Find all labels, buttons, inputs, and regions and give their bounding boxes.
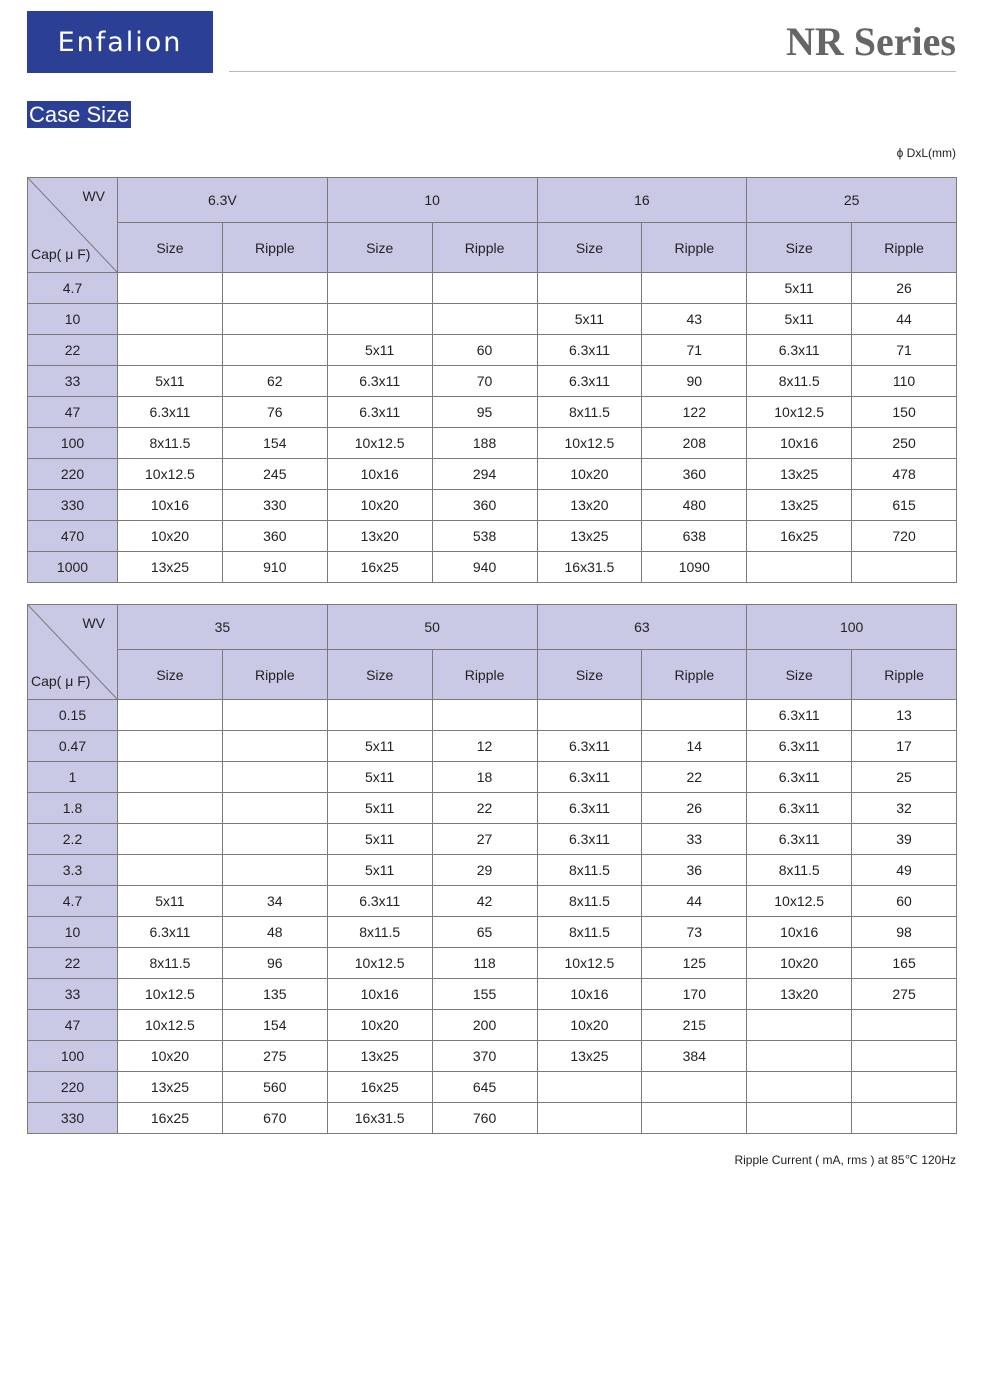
size-ripple-header-row <box>28 650 957 700</box>
ripple-cell: 60 <box>432 335 537 366</box>
ripple-cell: 910 <box>222 552 327 583</box>
size-cell: 16x25 <box>747 521 852 552</box>
ripple-cell <box>222 824 327 855</box>
size-cell <box>118 824 223 855</box>
size-cell: 5x11 <box>327 762 432 793</box>
size-cell: 8x11.5 <box>537 397 642 428</box>
table-row <box>28 824 957 855</box>
size-cell: 13x25 <box>537 521 642 552</box>
table-row <box>28 793 957 824</box>
size-cell: 5x11 <box>537 304 642 335</box>
ripple-cell <box>222 855 327 886</box>
size-cell: 6.3x11 <box>747 335 852 366</box>
ripple-cell: 12 <box>432 731 537 762</box>
ripple-cell: 480 <box>642 490 747 521</box>
capacitance-cell: 33 <box>28 366 118 397</box>
size-cell: 6.3x11 <box>537 366 642 397</box>
size-cell: 10x20 <box>118 1041 223 1072</box>
voltage-header: 16 <box>537 178 747 223</box>
size-cell: 13x25 <box>747 459 852 490</box>
ripple-cell <box>222 731 327 762</box>
table-row <box>28 304 957 335</box>
capacitance-cell: 10 <box>28 917 118 948</box>
size-cell: 10x20 <box>327 1010 432 1041</box>
ripple-cell: 360 <box>432 490 537 521</box>
size-cell: 5x11 <box>118 366 223 397</box>
size-cell: 6.3x11 <box>327 366 432 397</box>
size-cell <box>118 304 223 335</box>
ripple-cell <box>432 273 537 304</box>
case-size-table-1 <box>27 177 957 583</box>
size-cell: 10x12.5 <box>747 397 852 428</box>
size-cell <box>327 273 432 304</box>
ripple-cell: 638 <box>642 521 747 552</box>
wv-cap-corner-cell <box>28 178 118 273</box>
size-cell: 6.3x11 <box>537 731 642 762</box>
ripple-footnote: Ripple Current ( mA, rms ) at 85℃ 120Hz <box>734 1153 956 1167</box>
ripple-cell: 96 <box>222 948 327 979</box>
size-cell: 13x25 <box>747 490 852 521</box>
capacitance-cell: 4.7 <box>28 886 118 917</box>
size-cell: 10x20 <box>537 1010 642 1041</box>
size-cell: 5x11 <box>327 793 432 824</box>
ripple-cell: 1090 <box>642 552 747 583</box>
size-cell: 13x25 <box>118 552 223 583</box>
section-title: Case Size <box>29 102 130 127</box>
ripple-cell: 76 <box>222 397 327 428</box>
table-row <box>28 366 957 397</box>
size-cell <box>747 1041 852 1072</box>
ripple-cell <box>222 793 327 824</box>
ripple-header: Ripple <box>432 223 537 273</box>
ripple-cell: 39 <box>852 824 957 855</box>
size-cell: 6.3x11 <box>747 731 852 762</box>
size-cell <box>118 700 223 731</box>
ripple-cell: 48 <box>222 917 327 948</box>
header-divider <box>229 71 956 72</box>
ripple-cell: 13 <box>852 700 957 731</box>
size-cell: 8x11.5 <box>747 366 852 397</box>
size-cell: 16x31.5 <box>327 1103 432 1134</box>
table-row <box>28 1103 957 1134</box>
size-cell: 6.3x11 <box>747 793 852 824</box>
ripple-cell <box>222 273 327 304</box>
size-cell <box>537 273 642 304</box>
ripple-cell: 73 <box>642 917 747 948</box>
cap-label: Cap( μ F) <box>31 246 91 262</box>
wv-label: WV <box>82 188 105 204</box>
table-row <box>28 1041 957 1072</box>
size-cell: 10x16 <box>118 490 223 521</box>
voltage-header: 10 <box>327 178 537 223</box>
brand-logo: Enfalion <box>27 11 213 73</box>
size-cell: 5x11 <box>327 824 432 855</box>
ripple-cell: 760 <box>432 1103 537 1134</box>
size-cell: 5x11 <box>327 731 432 762</box>
ripple-cell: 62 <box>222 366 327 397</box>
voltage-header: 25 <box>747 178 957 223</box>
size-cell <box>118 335 223 366</box>
size-header: Size <box>537 223 642 273</box>
size-header: Size <box>747 650 852 700</box>
capacitance-cell: 1.8 <box>28 793 118 824</box>
capacitance-cell: 22 <box>28 335 118 366</box>
ripple-cell: 18 <box>432 762 537 793</box>
size-cell: 6.3x11 <box>537 793 642 824</box>
size-cell <box>327 700 432 731</box>
ripple-cell: 27 <box>432 824 537 855</box>
ripple-cell: 25 <box>852 762 957 793</box>
ripple-cell: 188 <box>432 428 537 459</box>
ripple-cell <box>222 335 327 366</box>
ripple-cell: 26 <box>852 273 957 304</box>
ripple-cell: 34 <box>222 886 327 917</box>
size-cell <box>118 273 223 304</box>
ripple-header: Ripple <box>642 223 747 273</box>
ripple-cell <box>852 1072 957 1103</box>
size-cell: 13x25 <box>118 1072 223 1103</box>
size-cell <box>747 1103 852 1134</box>
ripple-cell: 560 <box>222 1072 327 1103</box>
ripple-cell: 165 <box>852 948 957 979</box>
ripple-cell: 98 <box>852 917 957 948</box>
size-cell: 10x12.5 <box>537 948 642 979</box>
size-cell: 10x16 <box>747 428 852 459</box>
ripple-cell: 208 <box>642 428 747 459</box>
ripple-cell <box>642 700 747 731</box>
ripple-cell: 360 <box>642 459 747 490</box>
wv-label: WV <box>82 615 105 631</box>
capacitance-cell: 470 <box>28 521 118 552</box>
ripple-cell: 125 <box>642 948 747 979</box>
size-cell: 10x20 <box>327 490 432 521</box>
size-cell: 6.3x11 <box>747 762 852 793</box>
size-cell: 10x12.5 <box>118 979 223 1010</box>
size-cell: 5x11 <box>747 273 852 304</box>
size-cell: 6.3x11 <box>537 762 642 793</box>
size-header: Size <box>327 223 432 273</box>
ripple-cell: 645 <box>432 1072 537 1103</box>
table-row <box>28 428 957 459</box>
capacitance-cell: 3.3 <box>28 855 118 886</box>
ripple-cell: 95 <box>432 397 537 428</box>
table-row <box>28 335 957 366</box>
ripple-cell: 370 <box>432 1041 537 1072</box>
ripple-cell: 22 <box>642 762 747 793</box>
ripple-cell: 44 <box>852 304 957 335</box>
size-cell: 13x20 <box>537 490 642 521</box>
ripple-cell: 42 <box>432 886 537 917</box>
table-row <box>28 948 957 979</box>
capacitance-cell: 47 <box>28 1010 118 1041</box>
size-header: Size <box>118 223 223 273</box>
size-cell: 10x16 <box>747 917 852 948</box>
size-cell: 16x25 <box>327 552 432 583</box>
table-row <box>28 886 957 917</box>
ripple-cell: 36 <box>642 855 747 886</box>
ripple-cell: 360 <box>222 521 327 552</box>
size-header: Size <box>118 650 223 700</box>
ripple-cell <box>852 552 957 583</box>
size-header: Size <box>537 650 642 700</box>
size-cell: 6.3x11 <box>327 886 432 917</box>
size-cell <box>537 1072 642 1103</box>
ripple-cell: 154 <box>222 428 327 459</box>
size-cell: 10x12.5 <box>327 428 432 459</box>
size-cell: 5x11 <box>327 855 432 886</box>
size-cell: 16x25 <box>118 1103 223 1134</box>
table-row <box>28 490 957 521</box>
size-cell <box>747 1010 852 1041</box>
capacitance-cell: 4.7 <box>28 273 118 304</box>
capacitance-cell: 220 <box>28 1072 118 1103</box>
ripple-cell: 478 <box>852 459 957 490</box>
ripple-cell: 245 <box>222 459 327 490</box>
ripple-cell: 615 <box>852 490 957 521</box>
capacitance-cell: 1 <box>28 762 118 793</box>
ripple-cell <box>852 1041 957 1072</box>
voltage-header-row <box>28 605 957 650</box>
ripple-cell: 49 <box>852 855 957 886</box>
ripple-cell <box>222 762 327 793</box>
size-cell: 6.3x11 <box>118 917 223 948</box>
ripple-cell: 155 <box>432 979 537 1010</box>
ripple-header: Ripple <box>222 223 327 273</box>
size-cell <box>537 700 642 731</box>
ripple-header: Ripple <box>852 223 957 273</box>
ripple-header: Ripple <box>432 650 537 700</box>
size-cell <box>537 1103 642 1134</box>
size-cell <box>118 762 223 793</box>
table-row <box>28 521 957 552</box>
ripple-cell: 215 <box>642 1010 747 1041</box>
size-cell: 8x11.5 <box>537 886 642 917</box>
ripple-cell: 330 <box>222 490 327 521</box>
size-cell <box>747 1072 852 1103</box>
size-cell: 10x12.5 <box>118 459 223 490</box>
ripple-cell: 118 <box>432 948 537 979</box>
ripple-cell: 154 <box>222 1010 327 1041</box>
ripple-header: Ripple <box>852 650 957 700</box>
ripple-cell: 43 <box>642 304 747 335</box>
table-row <box>28 552 957 583</box>
ripple-cell <box>852 1010 957 1041</box>
size-cell: 6.3x11 <box>537 335 642 366</box>
ripple-cell: 670 <box>222 1103 327 1134</box>
capacitance-cell: 220 <box>28 459 118 490</box>
ripple-cell: 14 <box>642 731 747 762</box>
ripple-cell: 44 <box>642 886 747 917</box>
ripple-cell: 29 <box>432 855 537 886</box>
ripple-cell: 65 <box>432 917 537 948</box>
size-cell <box>118 855 223 886</box>
size-cell: 8x11.5 <box>537 855 642 886</box>
table-row <box>28 273 957 304</box>
size-cell: 5x11 <box>118 886 223 917</box>
size-cell <box>118 793 223 824</box>
size-cell: 5x11 <box>747 304 852 335</box>
ripple-cell: 32 <box>852 793 957 824</box>
voltage-header: 35 <box>118 605 328 650</box>
size-cell: 5x11 <box>327 335 432 366</box>
capacitance-cell: 330 <box>28 1103 118 1134</box>
size-cell: 13x25 <box>537 1041 642 1072</box>
ripple-cell: 720 <box>852 521 957 552</box>
size-cell: 8x11.5 <box>327 917 432 948</box>
ripple-cell: 110 <box>852 366 957 397</box>
ripple-cell: 33 <box>642 824 747 855</box>
table-row <box>28 762 957 793</box>
table-row <box>28 459 957 490</box>
size-ripple-header-row <box>28 223 957 273</box>
size-cell: 10x20 <box>747 948 852 979</box>
ripple-cell <box>432 304 537 335</box>
size-cell: 6.3x11 <box>118 397 223 428</box>
ripple-cell: 122 <box>642 397 747 428</box>
capacitance-cell: 330 <box>28 490 118 521</box>
ripple-cell: 71 <box>642 335 747 366</box>
size-cell: 6.3x11 <box>747 824 852 855</box>
ripple-cell: 250 <box>852 428 957 459</box>
capacitance-cell: 0.15 <box>28 700 118 731</box>
capacitance-cell: 2.2 <box>28 824 118 855</box>
ripple-cell: 384 <box>642 1041 747 1072</box>
ripple-cell: 940 <box>432 552 537 583</box>
capacitance-cell: 33 <box>28 979 118 1010</box>
size-cell: 13x20 <box>327 521 432 552</box>
ripple-cell: 170 <box>642 979 747 1010</box>
series-title: NR Series <box>786 19 956 64</box>
ripple-cell: 135 <box>222 979 327 1010</box>
ripple-cell: 90 <box>642 366 747 397</box>
size-cell: 6.3x11 <box>747 700 852 731</box>
table-row <box>28 397 957 428</box>
ripple-cell <box>642 1103 747 1134</box>
ripple-cell: 22 <box>432 793 537 824</box>
size-cell: 10x16 <box>327 979 432 1010</box>
size-cell: 10x12.5 <box>327 948 432 979</box>
size-cell: 8x11.5 <box>118 948 223 979</box>
size-cell: 8x11.5 <box>118 428 223 459</box>
ripple-cell: 538 <box>432 521 537 552</box>
size-cell: 10x20 <box>537 459 642 490</box>
capacitance-cell: 100 <box>28 428 118 459</box>
ripple-cell: 71 <box>852 335 957 366</box>
ripple-cell <box>642 273 747 304</box>
table-row <box>28 979 957 1010</box>
voltage-header: 50 <box>327 605 537 650</box>
voltage-header-row <box>28 178 957 223</box>
size-cell: 10x20 <box>118 521 223 552</box>
size-cell: 6.3x11 <box>327 397 432 428</box>
size-cell: 10x12.5 <box>747 886 852 917</box>
size-cell: 8x11.5 <box>537 917 642 948</box>
size-cell: 16x31.5 <box>537 552 642 583</box>
wv-cap-corner-cell <box>28 605 118 700</box>
ripple-cell <box>852 1103 957 1134</box>
ripple-cell: 150 <box>852 397 957 428</box>
size-header: Size <box>327 650 432 700</box>
ripple-cell: 60 <box>852 886 957 917</box>
size-cell: 10x12.5 <box>537 428 642 459</box>
table-row <box>28 700 957 731</box>
table-row <box>28 855 957 886</box>
units-note: ϕ DxL(mm) <box>896 146 956 160</box>
ripple-cell: 70 <box>432 366 537 397</box>
voltage-header: 63 <box>537 605 747 650</box>
voltage-header: 100 <box>747 605 957 650</box>
capacitance-cell: 47 <box>28 397 118 428</box>
ripple-cell: 26 <box>642 793 747 824</box>
size-header: Size <box>747 223 852 273</box>
size-cell <box>118 731 223 762</box>
case-size-table-2 <box>27 604 957 1134</box>
table-row <box>28 1072 957 1103</box>
capacitance-cell: 100 <box>28 1041 118 1072</box>
table-row <box>28 1010 957 1041</box>
voltage-header: 6.3V <box>118 178 328 223</box>
size-cell: 13x25 <box>327 1041 432 1072</box>
ripple-cell <box>222 304 327 335</box>
ripple-cell: 17 <box>852 731 957 762</box>
capacitance-cell: 0.47 <box>28 731 118 762</box>
size-cell: 13x20 <box>747 979 852 1010</box>
ripple-header: Ripple <box>642 650 747 700</box>
size-cell: 6.3x11 <box>537 824 642 855</box>
ripple-cell <box>432 700 537 731</box>
ripple-header: Ripple <box>222 650 327 700</box>
table-row <box>28 917 957 948</box>
size-cell <box>327 304 432 335</box>
size-cell: 16x25 <box>327 1072 432 1103</box>
capacitance-cell: 22 <box>28 948 118 979</box>
ripple-cell: 294 <box>432 459 537 490</box>
ripple-cell <box>642 1072 747 1103</box>
ripple-cell: 275 <box>852 979 957 1010</box>
size-cell: 10x16 <box>537 979 642 1010</box>
capacitance-cell: 1000 <box>28 552 118 583</box>
ripple-cell: 275 <box>222 1041 327 1072</box>
capacitance-cell: 10 <box>28 304 118 335</box>
size-cell: 10x12.5 <box>118 1010 223 1041</box>
size-cell <box>747 552 852 583</box>
size-cell: 10x16 <box>327 459 432 490</box>
ripple-cell <box>222 700 327 731</box>
table-row <box>28 731 957 762</box>
size-cell: 8x11.5 <box>747 855 852 886</box>
ripple-cell: 200 <box>432 1010 537 1041</box>
cap-label: Cap( μ F) <box>31 673 91 689</box>
